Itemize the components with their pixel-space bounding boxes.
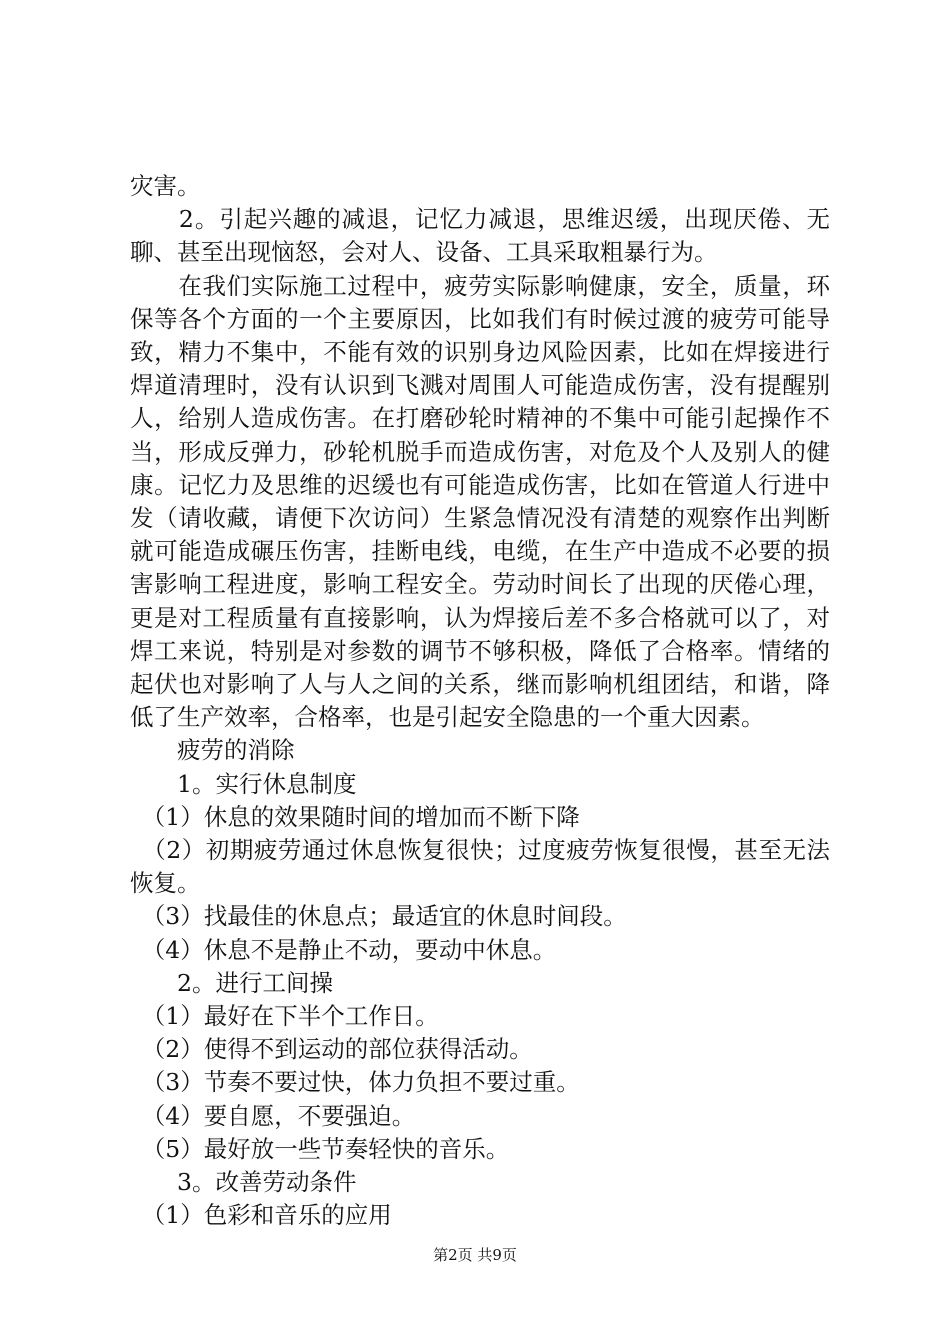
paragraph: 在我们实际施工过程中，疲劳实际影响健康，安全，质量，环保等各个方面的一个主要原因，比如我们有时候过渡的疲劳可能导致，精力不集中，不能有效的识别身边风险因素，比如在焊接进行焊道清理时，没有认识到飞溅对周围人可能造成伤害，没有提醒别人，给别人造成伤害。在打磨砂轮时精神的不集中可能引起操作不当，形成反弹力，砂轮机脱手而造成伤害，对危及个人及别人的健康。记忆力及思维的迟缓也有可能造成伤害，比如在管道人行进中发（请收藏，请便下次访问）生紧急情况没有清楚的观察作出判断就可能造成碾压伤害，挂断电线，电缆，在生产中造成不必要的损害影响工程进度，影响工程安全。劳动时间长了出现的厌倦心理，更是对工程质量有直接影响，认为焊接后差不多合格就可以了，对焊工来说，特别是对参数的调节不够积极，降低了合格率。情绪的起伏也对影响了人与人之间的关系，继而影响机组团结，和谐，降低了生产效率，合格率，也是引起安全隐患的一个重大因素。: [130, 271, 830, 732]
page-number: 第2页 共9页: [433, 1246, 517, 1264]
list-item: （3）节奏不要过快，体力负担不要过重。: [130, 1068, 580, 1097]
paragraph: 灾害。: [130, 172, 201, 200]
list-item: （2）使得不到运动的部位获得活动。: [130, 1035, 533, 1064]
paragraph: 2。引起兴趣的减退，记忆力减退，思维迟缓，出现厌倦、无聊、甚至出现恼怒，会对人、设备、工具采取粗暴行为。: [130, 205, 830, 267]
list-item: （2）初期疲劳通过休息恢复很快；过度疲劳恢复很慢，甚至无法恢复。: [130, 836, 830, 898]
list-item: （1）色彩和音乐的应用: [130, 1201, 392, 1230]
numbered-heading: 3。改善劳动条件: [130, 1168, 357, 1197]
list-item: （1）休息的效果随时间的增加而不断下降: [130, 802, 580, 831]
list-item: （4）休息不是静止不动，要动中休息。: [130, 935, 557, 964]
list-item: （5）最好放一些节奏轻快的音乐。: [130, 1134, 510, 1163]
numbered-heading: 2。进行工间操: [130, 968, 333, 997]
page-footer: [0, 1245, 950, 1265]
section-heading: 疲劳的消除: [130, 736, 295, 765]
document-body: [130, 170, 830, 1233]
list-item: （3）找最佳的休息点；最适宜的休息时间段。: [130, 902, 627, 931]
list-item: （1）最好在下半个工作日。: [130, 1002, 439, 1031]
numbered-heading: 1。实行休息制度: [130, 769, 357, 798]
list-item: （4）要自愿，不要强迫。: [130, 1101, 416, 1130]
